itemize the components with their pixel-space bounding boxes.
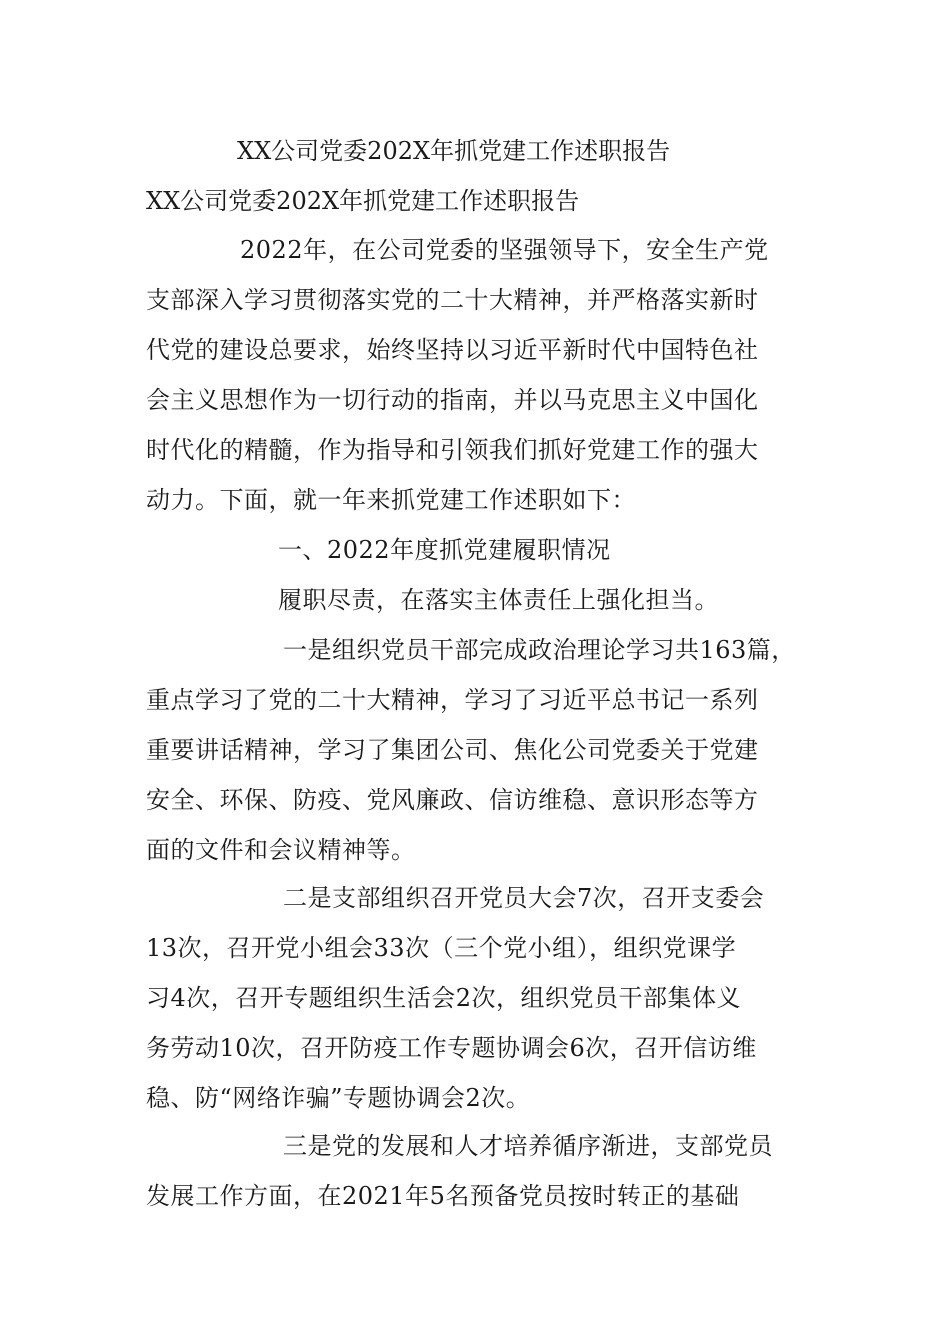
intro-line: 代党的建设总要求，始终坚持以习近平新时代中国特色社 — [146, 336, 759, 364]
para3-line: 发展工作方面，在2021年5名预备党员按时转正的基础 — [146, 1182, 740, 1210]
intro-line: 时代化的精髓，作为指导和引领我们抓好党建工作的强大 — [146, 436, 759, 464]
para2-line: 务劳动10次，召开防疫工作专题协调会6次，召开信访维 — [146, 1034, 757, 1062]
para2-line: 13次，召开党小组会33次（三个党小组），组织党课学 — [146, 934, 737, 962]
para1-line: 一是组织党员干部完成政治理论学习共163篇， — [283, 636, 796, 664]
para1-line: 重要讲话精神，学习了集团公司、焦化公司党委关于党建 — [146, 736, 759, 764]
document-title: XX公司党委202X年抓党建工作述职报告 — [237, 137, 671, 165]
section-heading: 一、2022年度抓党建履职情况 — [278, 536, 611, 564]
intro-line: 2022年，在公司党委的坚强领导下，安全生产党 — [240, 236, 769, 264]
intro-line: 会主义思想作为一切行动的指南，并以马克思主义中国化 — [146, 386, 759, 414]
intro-line: 支部深入学习贯彻落实党的二十大精神，并严格落实新时 — [146, 286, 759, 314]
para1-line: 面的文件和会议精神等。 — [146, 836, 416, 864]
para1-line: 重点学习了党的二十大精神，学习了习近平总书记一系列 — [146, 686, 759, 714]
document-title-repeat: XX公司党委202X年抓党建工作述职报告 — [146, 187, 580, 215]
para2-line: 稳、防“网络诈骗”专题协调会2次。 — [146, 1084, 531, 1112]
intro-line: 动力。下面，就一年来抓党建工作述职如下： — [146, 486, 636, 514]
para1-line: 安全、环保、防疫、党风廉政、信访维稳、意识形态等方 — [146, 786, 759, 814]
para3-line: 三是党的发展和人才培养循序渐进，支部党员 — [283, 1132, 773, 1160]
sub-heading: 履职尽责，在落实主体责任上强化担当。 — [278, 586, 719, 614]
para2-line: 习4次，召开专题组织生活会2次，组织党员干部集体义 — [146, 984, 742, 1012]
para2-line: 二是支部组织召开党员大会7次，召开支委会 — [283, 884, 765, 912]
